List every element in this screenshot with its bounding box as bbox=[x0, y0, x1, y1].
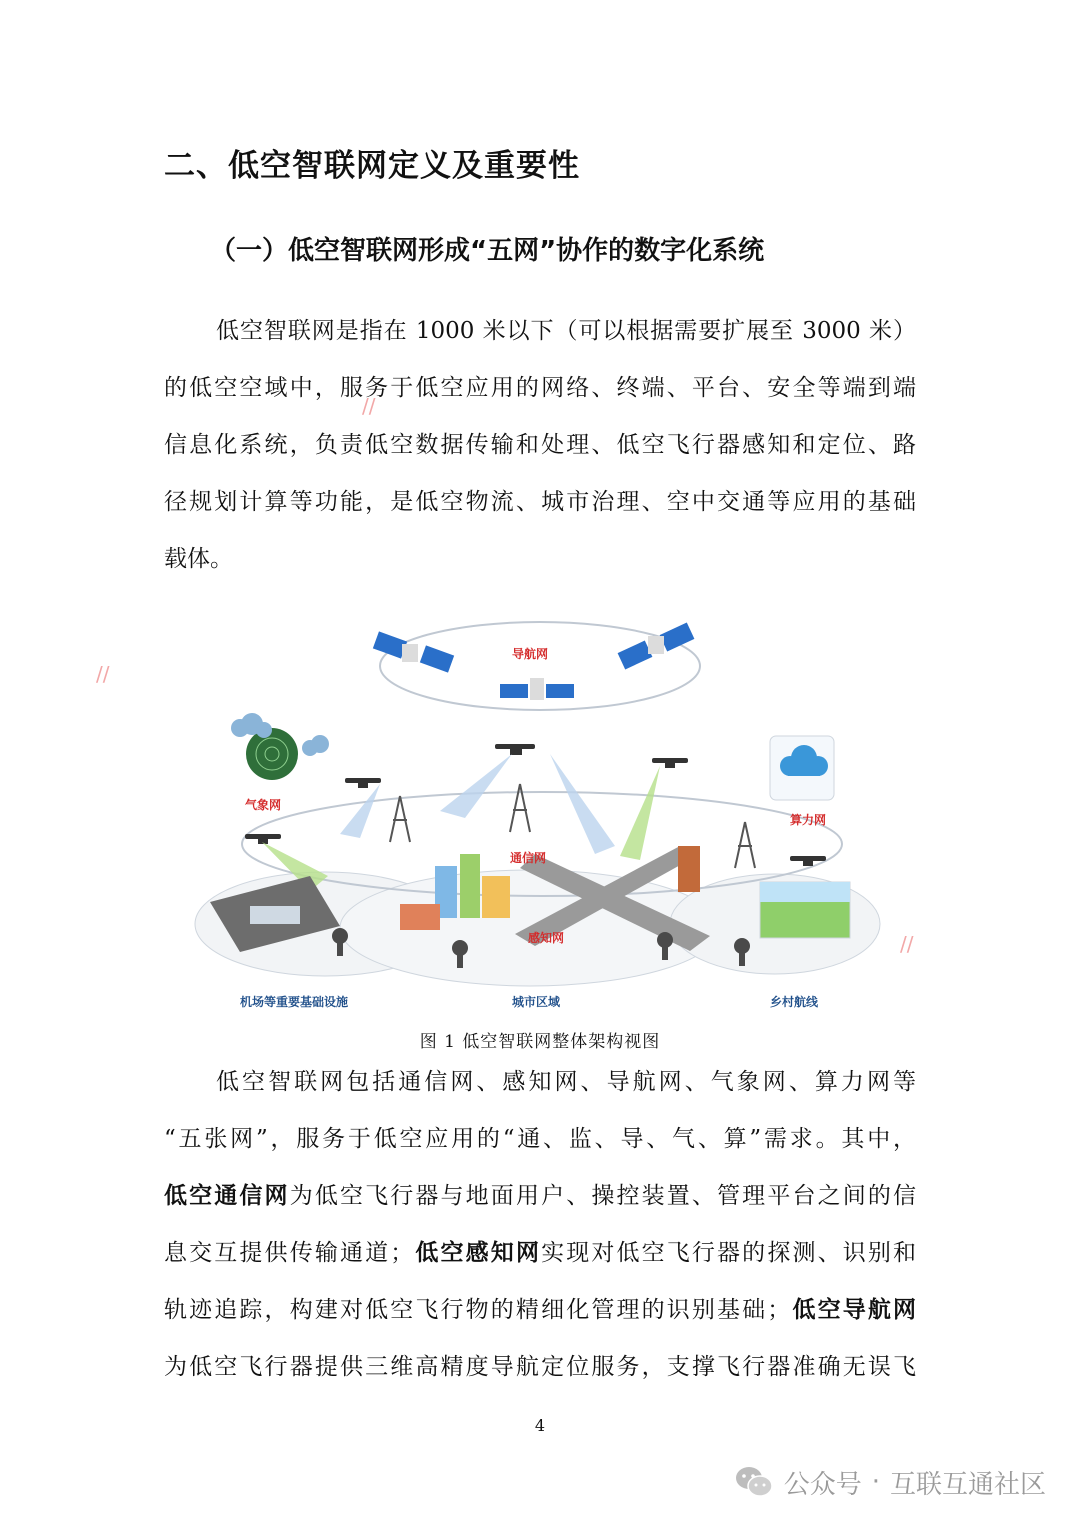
paragraph-five-nets bbox=[164, 1054, 916, 1396]
paragraph-line bbox=[164, 1282, 916, 1339]
paragraph-line: 为低空飞行器提供三维高精度导航定位服务，支撑飞行器准确无误飞 bbox=[164, 1354, 916, 1380]
term-perception-net: 低空感知网 bbox=[413, 1240, 542, 1266]
architecture-diagram bbox=[190, 606, 890, 1018]
paragraph-line: 载体。 bbox=[164, 546, 233, 572]
cell-tower-icon bbox=[735, 822, 755, 868]
cloud-icon bbox=[302, 735, 329, 756]
label-urban-zone: 城市区域 bbox=[512, 995, 561, 1009]
text-span: 实现对低空飞行器的探测、识别和 bbox=[541, 1240, 917, 1266]
drone-icon bbox=[245, 834, 281, 844]
drone-icon bbox=[790, 856, 826, 866]
signal-beam bbox=[550, 754, 615, 854]
paragraph-definition bbox=[164, 303, 916, 588]
weather-radar-icon bbox=[246, 728, 298, 780]
page-number: 4 bbox=[534, 1416, 546, 1435]
paragraph-line: 信息化系统，负责低空数据传输和处理、低空飞行器感知和定位、路 bbox=[164, 432, 916, 458]
tower-building bbox=[678, 846, 700, 892]
drone-icon bbox=[652, 758, 688, 768]
text-span: 息交互提供传输通道； bbox=[164, 1240, 414, 1266]
label-navigation-net: 导航网 bbox=[512, 647, 549, 661]
wechat-icon bbox=[734, 1464, 774, 1500]
label-communication-net: 通信网 bbox=[510, 851, 547, 865]
paragraph-line: 低空智联网是指在 1000 米以下（可以根据需要扩展至 3000 米） bbox=[216, 318, 916, 344]
decorative-mark: // bbox=[96, 662, 110, 686]
label-perception-net: 感知网 bbox=[528, 931, 565, 945]
paragraph-line: 的低空空域中，服务于低空应用的网络、终端、平台、安全等端到端 bbox=[164, 375, 916, 401]
label-computing-net: 算力网 bbox=[790, 813, 827, 827]
watermark-name: 互联互通社区 bbox=[889, 1469, 1046, 1500]
paragraph-line: 径规划计算等功能，是低空物流、城市治理、空中交通等应用的基础 bbox=[164, 489, 916, 515]
paragraph-line bbox=[164, 1168, 916, 1225]
text-span: 为低空飞行器与地面用户、操控装置、管理平台之间的信 bbox=[289, 1183, 917, 1209]
signal-beam bbox=[440, 754, 512, 818]
watermark-prefix: 公众号 bbox=[783, 1469, 862, 1500]
text-span: 轨迹追踪，构建对低空飞行物的精细化管理的识别基础； bbox=[164, 1297, 791, 1323]
paragraph-line bbox=[164, 1225, 916, 1282]
decorative-mark: // bbox=[900, 932, 914, 956]
figure-caption: 图 1 低空智联网整体架构视图 bbox=[419, 1032, 661, 1052]
drone-icon bbox=[495, 744, 535, 755]
label-airport-zone: 机场等重要基础设施 bbox=[240, 995, 349, 1009]
signal-beam bbox=[620, 766, 660, 860]
section-heading: 二、低空智联网定义及重要性 bbox=[164, 148, 580, 184]
airport-terminal bbox=[250, 906, 300, 924]
term-navigation-net: 低空导航网 bbox=[790, 1297, 917, 1323]
cloud-icon bbox=[231, 713, 272, 738]
satellite-icon bbox=[373, 631, 454, 672]
decorative-mark: // bbox=[362, 394, 376, 418]
watermark bbox=[734, 1462, 1046, 1502]
label-weather-net: 气象网 bbox=[245, 798, 282, 812]
paragraph-line: 低空智联网包括通信网、感知网、导航网、气象网、算力网等 bbox=[216, 1069, 916, 1095]
watermark-separator: · bbox=[871, 1467, 880, 1497]
label-rural-zone: 乡村航线 bbox=[770, 995, 819, 1009]
signal-beam bbox=[340, 784, 380, 838]
paragraph-line: “五张网”，服务于低空应用的“通、监、导、气、算”需求。其中， bbox=[164, 1126, 916, 1152]
term-communication-net: 低空通信网 bbox=[164, 1183, 290, 1209]
cell-tower-icon bbox=[390, 796, 410, 842]
subsection-heading: （一）低空智联网形成“五网”协作的数字化系统 bbox=[210, 236, 765, 266]
satellite-icon bbox=[500, 678, 574, 700]
drone-icon bbox=[345, 778, 381, 788]
